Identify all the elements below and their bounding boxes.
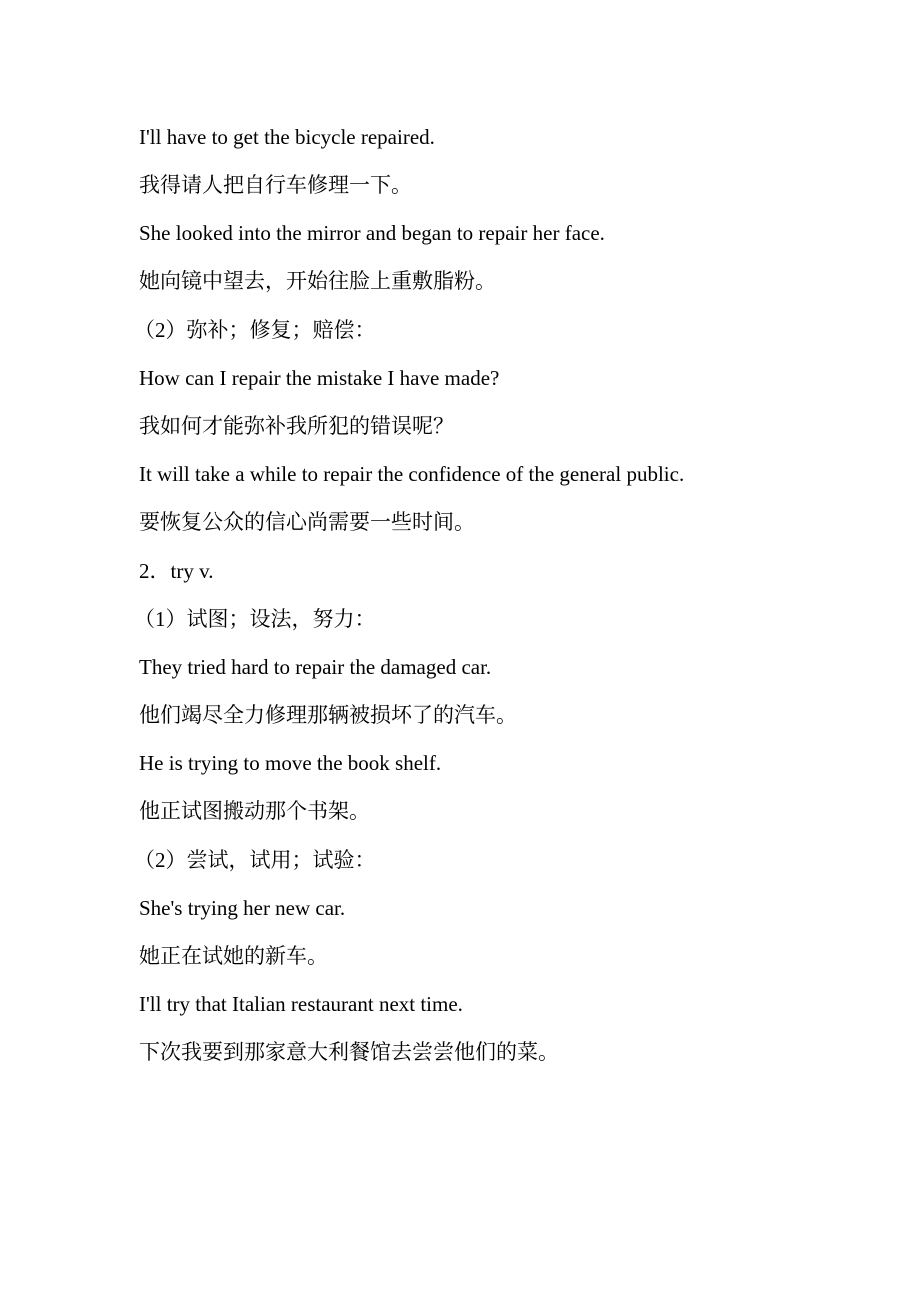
- sense-heading: （2）弥补；修复；赔偿：: [134, 318, 376, 342]
- example-sentence-chinese: 下次我要到那家意大利餐馆去尝尝他们的菜。: [139, 1040, 559, 1064]
- example-sentence-english: How can I repair the mistake I have made?: [139, 366, 500, 390]
- example-sentence-chinese: 我得请人把自行车修理一下。: [139, 173, 412, 197]
- sense-heading: （1）试图；设法，努力：: [134, 607, 376, 631]
- example-sentence-english: It will take a while to repair the confidence of the general public.: [139, 462, 685, 486]
- example-sentence-chinese: 要恢复公众的信心尚需要一些时间。: [139, 510, 475, 534]
- example-sentence-english: She's trying her new car.: [139, 896, 346, 920]
- example-sentence-english: I'll try that Italian restaurant next time.: [139, 992, 463, 1016]
- word-entry-heading: 2．try v.: [139, 559, 214, 583]
- example-sentence-english: They tried hard to repair the damaged car.: [139, 655, 492, 679]
- sense-heading: （2）尝试，试用；试验：: [134, 848, 376, 872]
- example-sentence-chinese: 她向镜中望去，开始往脸上重敷脂粉。: [139, 269, 496, 293]
- example-sentence-chinese: 他正试图搬动那个书架。: [139, 799, 370, 823]
- example-sentence-chinese: 她正在试她的新车。: [139, 944, 328, 968]
- example-sentence-chinese: 他们竭尽全力修理那辆被损坏了的汽车。: [139, 703, 517, 727]
- example-sentence-english: She looked into the mirror and began to repair her face.: [139, 221, 605, 245]
- example-sentence-chinese: 我如何才能弥补我所犯的错误呢？: [139, 414, 454, 438]
- example-sentence-english: He is trying to move the book shelf.: [139, 751, 442, 775]
- example-sentence-english: I'll have to get the bicycle repaired.: [139, 125, 435, 149]
